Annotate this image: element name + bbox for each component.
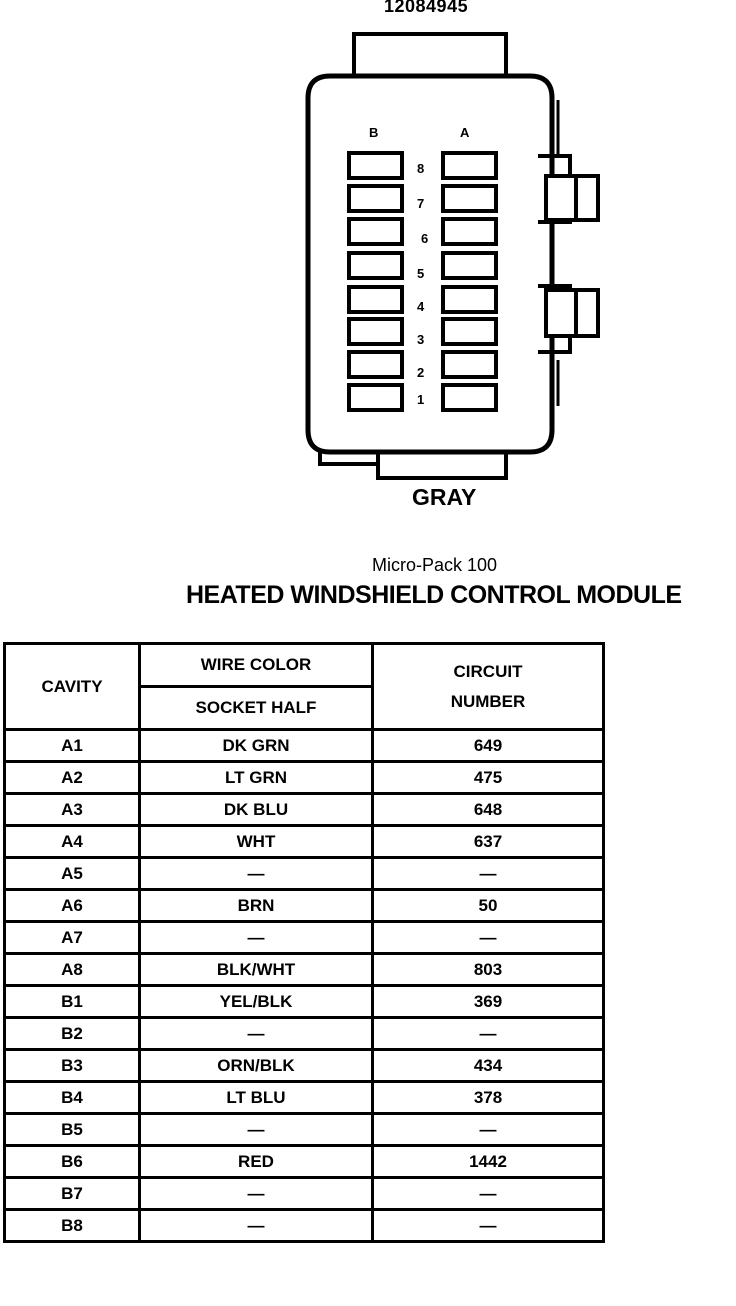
circuit-number-cell: — <box>373 858 604 890</box>
cavity-cell: B5 <box>5 1114 140 1146</box>
row-number: 1 <box>417 392 425 407</box>
cavity-cell: A4 <box>5 826 140 858</box>
wire-color-cell: WHT <box>140 826 373 858</box>
wire-color-cell: YEL/BLK <box>140 986 373 1018</box>
cavity-cell: B8 <box>5 1210 140 1242</box>
table-row <box>5 1210 604 1242</box>
wire-color-cell: — <box>140 1018 373 1050</box>
cavity-cell: B7 <box>5 1178 140 1210</box>
cavity-cell: B1 <box>5 986 140 1018</box>
header-wire-color: WIRE COLOR <box>140 644 373 687</box>
table-row <box>5 730 604 762</box>
header-cavity: CAVITY <box>5 644 140 730</box>
header-number: NUMBER <box>450 691 526 711</box>
cavity-cell: A1 <box>5 730 140 762</box>
connector-body <box>308 76 552 452</box>
table-row <box>5 1146 604 1178</box>
part-number: 12084945 <box>384 0 469 16</box>
cavity-cell: B3 <box>5 1050 140 1082</box>
cavity-b5 <box>349 253 402 278</box>
table-row <box>5 1082 604 1114</box>
cavity-b7 <box>349 186 402 211</box>
circuit-number-cell: 649 <box>373 730 604 762</box>
page-title: HEATED WINDSHIELD CONTROL MODULE <box>186 581 682 609</box>
cavity-b1 <box>349 385 402 410</box>
cavity-cell: A8 <box>5 954 140 986</box>
pinout-table <box>3 642 605 1243</box>
cavity-a7 <box>443 186 496 211</box>
table-row <box>5 1050 604 1082</box>
table-row <box>5 922 604 954</box>
row-number: 4 <box>417 299 425 314</box>
wire-color-cell: RED <box>140 1146 373 1178</box>
cavity-b4 <box>349 287 402 312</box>
cavity-b2 <box>349 352 402 377</box>
header-circuit: CIRCUIT <box>453 661 523 681</box>
wire-color-cell: DK GRN <box>140 730 373 762</box>
circuit-number-cell: — <box>373 922 604 954</box>
table-row <box>5 794 604 826</box>
cavity-a5 <box>443 253 496 278</box>
wire-color-cell: — <box>140 1178 373 1210</box>
cavity-a3 <box>443 319 496 344</box>
table-row <box>5 954 604 986</box>
cavity-a4 <box>443 287 496 312</box>
table-row <box>5 826 604 858</box>
circuit-number-cell: 637 <box>373 826 604 858</box>
row-number: 3 <box>417 332 425 347</box>
row-number: 7 <box>417 196 425 211</box>
circuit-number-cell: — <box>373 1210 604 1242</box>
connector-diagram <box>0 0 736 520</box>
cavity-cell: A2 <box>5 762 140 794</box>
table-row <box>5 890 604 922</box>
circuit-number-cell: 475 <box>373 762 604 794</box>
cavity-cell: A7 <box>5 922 140 954</box>
circuit-number-cell: 434 <box>373 1050 604 1082</box>
circuit-number-cell: — <box>373 1018 604 1050</box>
circuit-number-cell: 1442 <box>373 1146 604 1178</box>
row-number: 5 <box>417 266 425 281</box>
cavity-a8 <box>443 153 496 178</box>
cavity-cell: B6 <box>5 1146 140 1178</box>
wire-color-cell: DK BLU <box>140 794 373 826</box>
connector-color-label: GRAY <box>412 484 477 510</box>
wire-color-cell: — <box>140 1114 373 1146</box>
wire-color-cell: — <box>140 1210 373 1242</box>
circuit-number-cell: 378 <box>373 1082 604 1114</box>
cavity-cell: A5 <box>5 858 140 890</box>
connector-top-tab <box>354 34 506 76</box>
wire-color-cell: ORN/BLK <box>140 1050 373 1082</box>
cavity-b3 <box>349 319 402 344</box>
cavity-cell: A3 <box>5 794 140 826</box>
cavity-cell: B2 <box>5 1018 140 1050</box>
wire-color-cell: — <box>140 922 373 954</box>
wire-color-cell: LT GRN <box>140 762 373 794</box>
circuit-number-cell: 369 <box>373 986 604 1018</box>
cavity-a1 <box>443 385 496 410</box>
row-number: 8 <box>417 161 425 176</box>
circuit-number-cell: 50 <box>373 890 604 922</box>
wire-color-cell: BRN <box>140 890 373 922</box>
column-b-label: B <box>369 125 379 140</box>
circuit-number-cell: — <box>373 1114 604 1146</box>
table-row <box>5 858 604 890</box>
row-number: 6 <box>421 231 429 246</box>
table-row <box>5 1018 604 1050</box>
wire-color-cell: BLK/WHT <box>140 954 373 986</box>
circuit-number-cell: 803 <box>373 954 604 986</box>
row-number: 2 <box>417 365 425 380</box>
column-a-label: A <box>460 125 470 140</box>
wire-color-cell: LT BLU <box>140 1082 373 1114</box>
header-circuit-number <box>373 644 604 730</box>
table-row <box>5 1178 604 1210</box>
header-socket-half: SOCKET HALF <box>140 687 373 730</box>
cavity-b6 <box>349 219 402 244</box>
cavity-b8 <box>349 153 402 178</box>
connector-type: Micro-Pack 100 <box>372 555 498 575</box>
circuit-number-cell: — <box>373 1178 604 1210</box>
cavity-cell: B4 <box>5 1082 140 1114</box>
wire-color-cell: — <box>140 858 373 890</box>
table-row <box>5 1114 604 1146</box>
table-row <box>5 986 604 1018</box>
table-row <box>5 762 604 794</box>
circuit-number-cell: 648 <box>373 794 604 826</box>
cavity-a6 <box>443 219 496 244</box>
cavity-a2 <box>443 352 496 377</box>
cavity-cell: A6 <box>5 890 140 922</box>
